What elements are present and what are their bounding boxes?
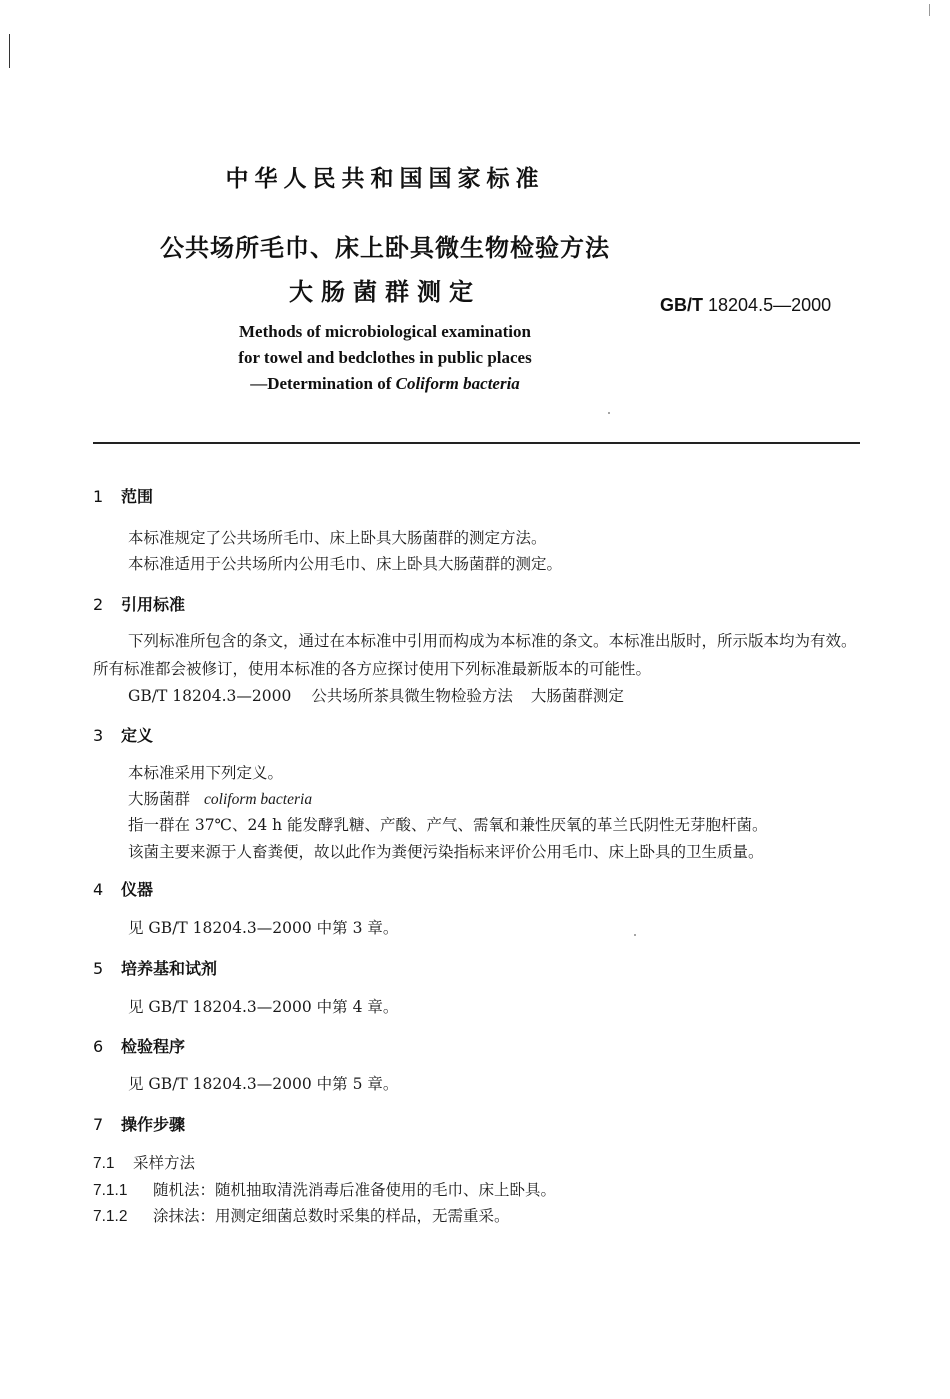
subsection-7-1-1 [93, 1178, 556, 1200]
scan-speck [608, 412, 610, 414]
section-1-paragraph-1: 本标准规定了公共场所毛巾、床上卧具大肠菌群的测定方法。 [128, 529, 547, 547]
section-7-heading [93, 1112, 185, 1135]
subsection-number: 7.1 [93, 1155, 115, 1172]
document-title-cn-line1: 公共场所毛巾、床上卧具微生物检验方法 [160, 234, 610, 262]
section-number: 2 [93, 595, 104, 614]
section-3-paragraph-2: 指一群在 37℃、24 h 能发酵乳糖、产酸、产气、需氧和兼性厌氧的革兰氏阴性无芽胞杆菌。 [128, 816, 768, 834]
section-5-paragraph-1: 见 GB/T 18204.3—2000 中第 4 章。 [128, 998, 399, 1016]
section-2-heading [93, 592, 185, 615]
section-4-paragraph-1: 见 GB/T 18204.3—2000 中第 3 章。 [128, 919, 399, 937]
section-4-heading [93, 877, 153, 900]
reference-title-b: 大肠菌群测定 [530, 687, 624, 705]
section-3-paragraph-3: 该菌主要来源于人畜粪便，故以此作为粪便污染指标来评价公用毛巾、床上卧具的卫生质量。 [128, 843, 764, 861]
section-label: 引用标准 [121, 595, 186, 614]
standard-code: 18204.5—2000 [708, 295, 832, 315]
scan-edge-mark-right [929, 4, 930, 16]
section-label: 培养基和试剂 [121, 959, 218, 978]
document-title-en-line3 [0, 374, 770, 394]
header-divider [93, 442, 860, 444]
subsection-7-1 [93, 1151, 195, 1173]
standard-prefix: GB/T [660, 295, 703, 315]
title-en-line3-italic: Coliform bacteria [395, 374, 520, 393]
reference-title-a: 公共场所茶具微生物检验方法 [311, 687, 513, 705]
subsection-number: 7.1.1 [93, 1182, 128, 1199]
section-3-paragraph-1: 本标准采用下列定义。 [128, 764, 284, 782]
scan-edge-mark [9, 34, 10, 68]
standard-number [660, 295, 831, 316]
section-1-heading [93, 484, 153, 507]
section-label: 检验程序 [121, 1037, 186, 1056]
section-number: 1 [93, 487, 104, 506]
section-number: 4 [93, 880, 104, 899]
section-number: 5 [93, 959, 104, 978]
section-6-paragraph-1: 见 GB/T 18204.3—2000 中第 5 章。 [128, 1075, 399, 1093]
section-1-paragraph-2: 本标准适用于公共场所内公用毛巾、床上卧具大肠菌群的测定。 [128, 555, 563, 573]
section-2-reference [128, 684, 624, 706]
national-standard-title: 中华人民共和国国家标准 [225, 166, 545, 192]
section-label: 仪器 [121, 880, 154, 899]
subsection-7-1-2 [93, 1204, 510, 1226]
section-3-term [128, 787, 312, 809]
scan-speck [634, 934, 636, 936]
term-cn: 大肠菌群 [128, 790, 191, 808]
section-label: 范围 [121, 487, 154, 506]
section-number: 7 [93, 1115, 104, 1134]
subsection-number: 7.1.2 [93, 1208, 128, 1225]
document-title-en-line1: Methods of microbiological examination [239, 322, 531, 341]
document-title-en-line2: for towel and bedclothes in public places [238, 348, 532, 367]
subsection-text: 涂抹法：用测定细菌总数时采集的样品，无需重采。 [153, 1207, 510, 1225]
section-5-heading [93, 956, 217, 979]
subsection-text: 随机法：随机抽取清洗消毒后准备使用的毛巾、床上卧具。 [153, 1181, 557, 1199]
section-6-heading [93, 1034, 185, 1057]
section-label: 操作步骤 [121, 1115, 186, 1134]
section-label: 定义 [121, 726, 154, 745]
document-title-cn-line2: 大肠菌群测定 [289, 278, 481, 306]
reference-code: GB/T 18204.3—2000 [128, 687, 292, 705]
section-3-heading [93, 723, 153, 746]
section-2-paragraph-1: 下列标准所包含的条文，通过在本标准中引用而构成为本标准的条文。本标准出版时，所示版本均为有效。所有标准都会被修订，使用本标准的各方应探讨使用下列标准最新版本的可能性。 [93, 632, 857, 678]
term-en: coliform bacteria [204, 791, 313, 808]
title-en-line3-prefix: —Determination of [250, 374, 396, 393]
section-number: 3 [93, 726, 104, 745]
subsection-text: 采样方法 [133, 1154, 196, 1172]
section-number: 6 [93, 1037, 104, 1056]
